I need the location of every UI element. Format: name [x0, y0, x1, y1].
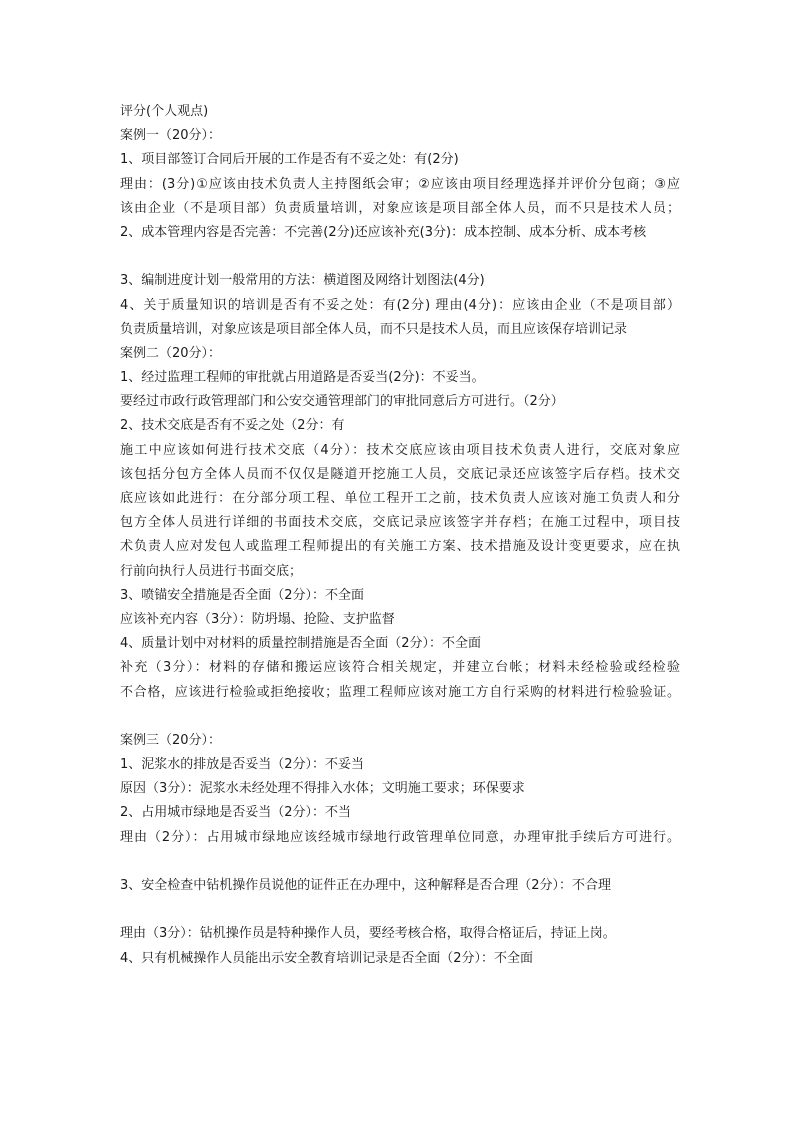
text-line: 该包括分包方全体人员而不仅仅是隧道开挖施工人员，交底记录还应该签字后存档。技术交 — [120, 466, 680, 482]
blank-line — [120, 705, 680, 729]
text-line: 要经过市政行政管理部门和公安交通管理部门的审批同意后方可进行。（2分） — [120, 394, 564, 410]
text-line: 评分(个人观点) — [120, 104, 209, 119]
blank-line — [120, 245, 680, 269]
blank-line — [120, 850, 680, 874]
text-line: 案例二（20分）： — [120, 345, 222, 361]
text-line: 负责质量培训，对象应该是项目部全体人员，而不只是技术人员，而且应该保存培训记录 — [120, 321, 628, 337]
text-line: 底应该如此进行：在分部分项工程、单位工程开工之前，技术负责人应该对施工负责人和分 — [120, 491, 680, 506]
text-line: 3、编制进度计划一般常用的方法：横道图及网络计划图法(4分) — [120, 273, 485, 289]
text-line: 案例一（20分）： — [120, 128, 222, 144]
text-line: 理由：(3分)①应该由技术负责人主持图纸会审；②应该由项目经理选择并评价分包商；③应 — [120, 176, 680, 192]
text-line: 1、泥浆水的排放是否妥当（2分）：不妥当 — [120, 757, 365, 773]
text-line: 应该补充内容（3分）：防坍塌、抢险、支护监督 — [120, 611, 395, 627]
text-line: 3、安全检查中钻机操作员说他的证件正在办理中，这种解释是否合理（2分）：不合理 — [120, 878, 612, 893]
text-line: 1、项目部签订合同后开展的工作是否有不妥之处：有(2分) — [120, 152, 459, 168]
text-line: 理由（2分）：占用城市绿地应该经城市绿地行政管理单位同意，办理审批手续后方可进行。 — [120, 829, 680, 845]
text-line: 不合格，应该进行检验或拒绝接收；监理工程师应该对施工方自行采购的材料进行检验验证。 — [120, 684, 680, 700]
text-line: 3、喷锚安全措施是否全面（2分）：不全面 — [120, 587, 365, 603]
text-line: 案例三（20分）： — [120, 732, 222, 748]
text-line: 施工中应该如何进行技术交底（4分）：技术交底应该由项目技术负责人进行，交底对象应 — [120, 442, 680, 458]
text-line: 2、成本管理内容是否完善：不完善(2分)还应该补充(3分)：成本控制、成本分析、成本考核 — [120, 224, 647, 240]
text-line: 4、关于质量知识的培训是否有不妥之处：有(2分) 理由(4分)：应该由企业（不是项目部） — [120, 297, 680, 313]
text-line: 1、经过监理工程师的审批就占用道路是否妥当(2分)：不妥当。 — [120, 370, 485, 386]
text-line: 该由企业（不是项目部）负责质量培训，对象应该是项目部全体人员，而不只是技术人员； — [120, 200, 680, 216]
text-line: 术负责人应对发包人或监理工程师提出的有关施工方案、技术措施及设计变更要求，应在执 — [120, 539, 680, 555]
blank-line — [120, 898, 680, 922]
text-line: 4、质量计划中对材料的质量控制措施是否全面（2分）：不全面 — [120, 636, 482, 652]
text-line: 补充（3分）：材料的存储和搬运应该符合相关规定，并建立台帐；材料未经检验或经检验 — [120, 660, 680, 676]
text-line: 2、技术交底是否有不妥之处（2分：有 — [120, 418, 345, 434]
text-line: 理由（3分）：钻机操作员是特种操作人员，要经考核合格，取得合格证后，持证上岗。 — [120, 926, 616, 942]
text-line: 4、只有机械操作人员能出示安全教育培训记录是否全面（2分）：不全面 — [120, 950, 534, 966]
text-line: 包方全体人员进行详细的书面技术交底，交底记录应该签字并存档；在施工过程中，项目技 — [120, 515, 680, 531]
text-line: 行前向执行人员进行书面交底； — [120, 563, 303, 579]
text-line: 2、占用城市绿地是否妥当（2分）：不当 — [120, 805, 352, 821]
text-line: 原因（3分）：泥浆水未经处理不得排入水体；文明施工要求；环保要求 — [120, 781, 525, 797]
document-body — [120, 100, 680, 971]
